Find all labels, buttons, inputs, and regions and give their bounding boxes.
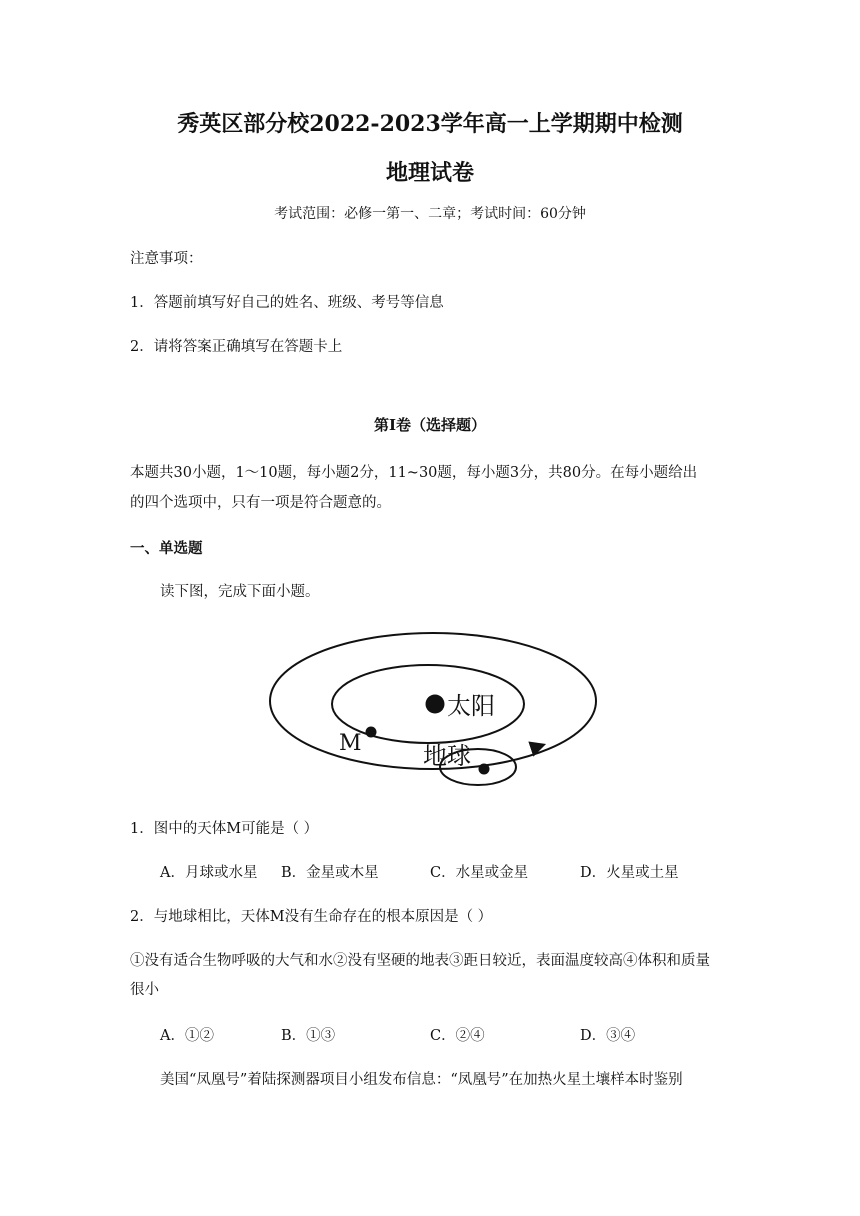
page-title: 秀英区部分校2022-2023学年高一上学期期中检测: [177, 111, 683, 137]
q2-stem: 2．与地球相比，天体M没有生命存在的根本原因是（ ）: [130, 909, 493, 925]
part-heading: 一、单选题: [130, 540, 203, 557]
q1-option-b[interactable]: B．金星或木星: [281, 865, 379, 881]
q1-option-c[interactable]: C．水星或金星: [430, 865, 529, 881]
section-desc-line-1: 本题共30小题，1～10题，每小题2分，11~30题，每小题3分，共80分。在每小题给出: [130, 465, 698, 481]
m-label: M: [339, 731, 362, 756]
sun-dot: [426, 695, 445, 714]
passage-line-1: 美国“凤凰号”着陆探测器项目小组发布信息：“凤凰号”在加热火星土壤样本时鉴别: [160, 1072, 683, 1088]
solar-orbit-figure: [265, 628, 605, 800]
q2-detail-line-2: 很小: [130, 982, 159, 998]
q2-option-d[interactable]: D．③④: [580, 1028, 636, 1044]
instruction: 读下图，完成下面小题。: [160, 584, 320, 600]
sun-label: 太阳: [447, 692, 495, 720]
q2-option-a[interactable]: A．①②: [160, 1028, 214, 1044]
section-title: 第I卷（选择题）: [373, 416, 487, 434]
q1-option-d[interactable]: D．火星或土星: [580, 865, 679, 881]
earth-dot: [479, 764, 490, 775]
section-desc-line-2: 的四个选项中，只有一项是符合题意的。: [130, 495, 391, 511]
notice-heading: 注意事项：: [130, 251, 203, 267]
q2-detail-line-1: ①没有适合生物呼吸的大气和水②没有坚硬的地表③距日较近，表面温度较高④体积和质量: [130, 953, 710, 969]
q2-option-b[interactable]: B．①③: [281, 1028, 336, 1044]
notice-item-2: 2．请将答案正确填写在答题卡上: [130, 339, 343, 355]
exam-scope: 考试范围：必修一第一、二章；考试时间：60分钟: [274, 206, 586, 222]
q2-option-c[interactable]: C．②④: [430, 1028, 485, 1044]
orbit-arrow: [540, 745, 543, 746]
q1-stem: 1．图中的天体M可能是（ ）: [130, 821, 319, 837]
notice-item-1: 1．答题前填写好自己的姓名、班级、考号等信息: [130, 295, 444, 311]
q1-option-a[interactable]: A．月球或水星: [160, 865, 258, 881]
page-subtitle: 地理试卷: [385, 160, 474, 186]
m-dot: [366, 727, 377, 738]
earth-label: 地球: [423, 742, 471, 770]
